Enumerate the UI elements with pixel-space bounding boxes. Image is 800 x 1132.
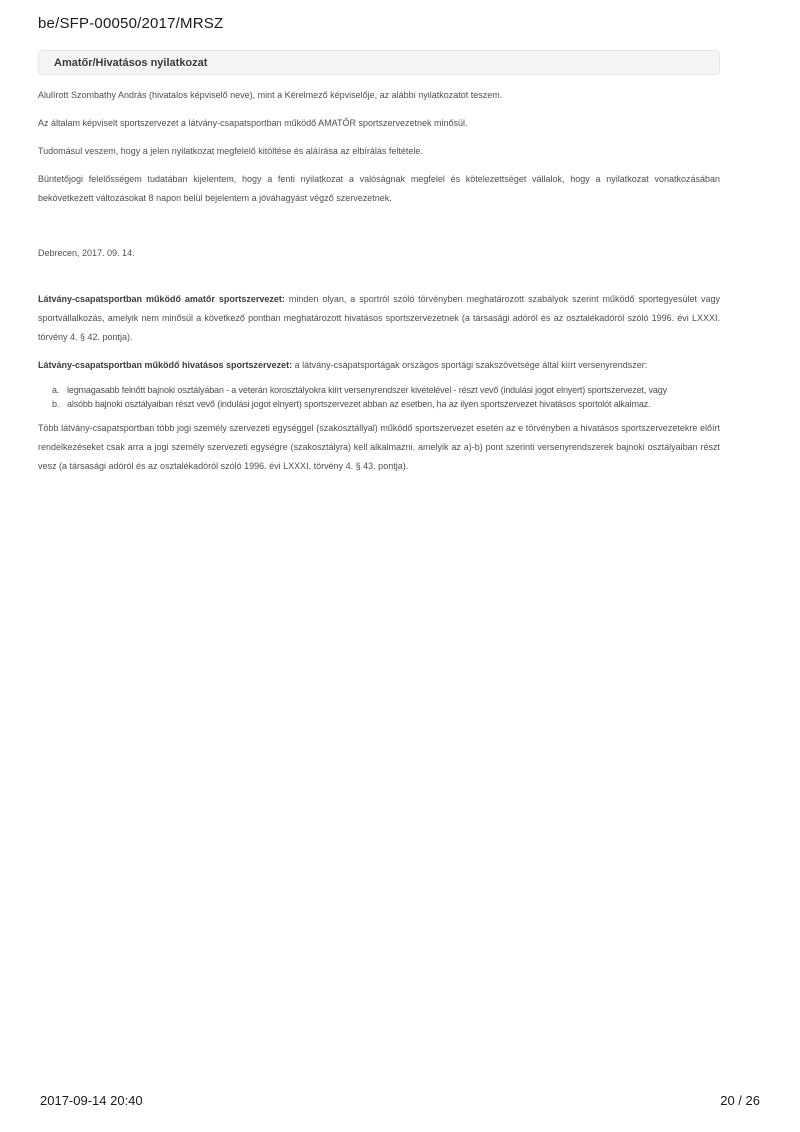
definition-amateur-lead: Látvány-csapatsportban működő amatőr sportszervezet: [38, 294, 285, 304]
definition-professional-sports-org [38, 356, 720, 375]
document-reference: be/SFP-00050/2017/MRSZ [38, 15, 224, 32]
list-item [52, 398, 720, 412]
footer-page-number: 20 / 26 [720, 1093, 760, 1108]
paragraph-criminal-liability: Büntetőjogi felelősségem tudatában kijelentem, hogy a fenti nyilatkozat a valóságnak megfelel és kötelezettséget vállalok, hogy a nyilatkozat vonatkozásában bekövetkezett változásokat 8 napon belül bejelentem a jóváhagyást végző szervezetnek. [38, 174, 720, 203]
list-item-marker: a. [52, 385, 60, 395]
paragraph-amateur-status: Az általam képviselt sportszervezet a látvány-csapatsportban működő AMATŐR sportszervezetnek minősül. [38, 118, 468, 128]
paragraph-declarant: Alulírott Szombathy András (hivatalos képviselő neve), mint a Kérelmező képviselője, az alábbi nyilatkozatot teszem. [38, 90, 503, 100]
date-line: Debrecen, 2017. 09. 14. [38, 248, 135, 258]
list-item-text: alsóbb bajnoki osztályaiban részt vevő (indulási jogot elnyert) sportszervezet abban az esetben, ha az ilyen sportszervezet hivatásos sportolót alkalmaz. [67, 398, 651, 409]
footer-timestamp: 2017-09-14 20:40 [40, 1093, 143, 1108]
definition-amateur-sports-org [38, 290, 720, 347]
list-item [52, 384, 720, 398]
competition-system-list [52, 384, 720, 411]
page-content [38, 0, 720, 476]
section-title-bar: Amatőr/Hivatásos nyilatkozat [38, 50, 720, 75]
list-item-text: legmagasabb felnőtt bajnoki osztályában - a veterán korosztályokra kiírt versenyrendszer kivételével - részt vevő (indulási jogot elnyert) sportszervezet, vagy [67, 385, 667, 395]
paragraph-multi-sport-clause: Több látvány-csapatsportban több jogi személy szervezeti egységgel (szakosztállyal) működő sportszervezet esetén az e törvényben a hivatásos sportszervezetekre előírt rendelkezéseket csak arra a jogi személy szervezeti egységre (szakosztályra) kell alkalmazni, amelyik az a)-b) pont szerinti versenyrendszerek bajnoki osztályaiban részt vesz (a társasági adóról és az osztalékadóról szóló 1996. évi LXXXI. törvény 4. § 43. pontja). [38, 423, 720, 471]
list-item-marker: b. [52, 398, 60, 409]
definition-professional-text: a látvány-csapatsportágak országos sportági szakszövetsége által kiírt versenyrendszer: [292, 360, 648, 370]
definition-amateur-text: minden olyan, a sportról szóló törvényben meghatározott szabályok szerint működő sportegyesület vagy sportvállalkozás, amelyik nem minősül a következő pontban meghatározott hivatásos sportszervezetnek (a társasági adóról és az osztalékadóról szóló 1996. évi LXXXI. törvény 4. § 42. pontja). [38, 294, 720, 342]
paragraph-acknowledgement: Tudomásul veszem, hogy a jelen nyilatkozat megfelelő kitöltése és aláírása az elbírálás feltétele. [38, 146, 423, 156]
page-footer [40, 1093, 760, 1109]
definition-professional-lead: Látvány-csapatsportban működő hivatásos sportszervezet: [38, 360, 293, 370]
